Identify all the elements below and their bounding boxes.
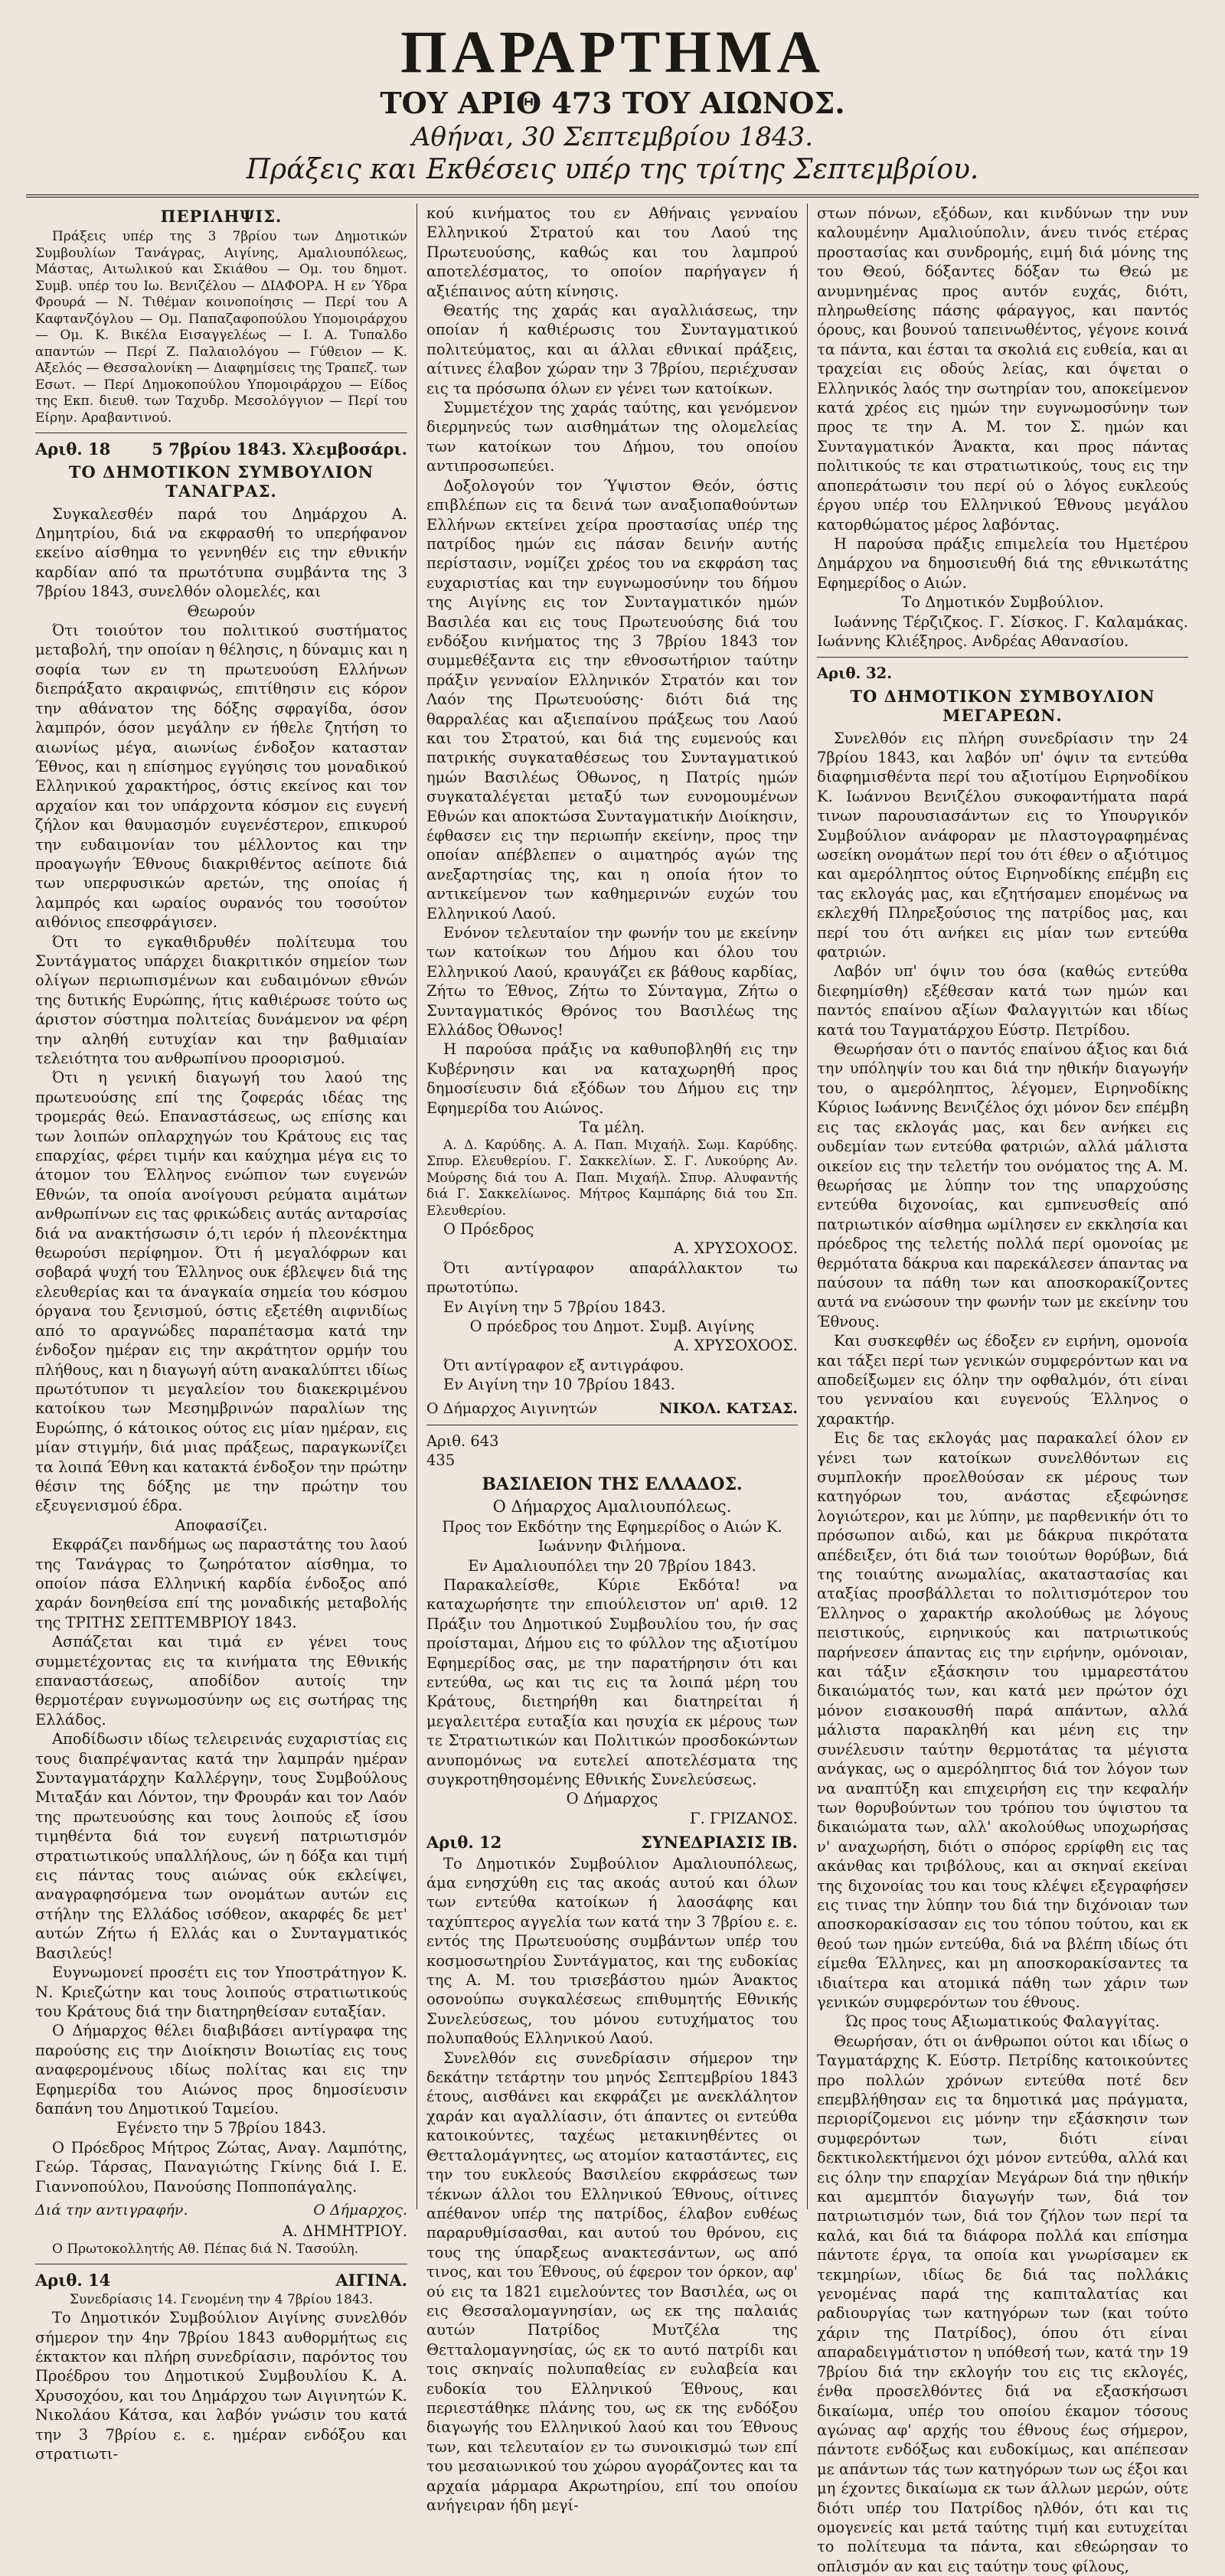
article-meta <box>426 1833 798 1852</box>
signature-title: Ο Πρόεδρος <box>443 1220 534 1238</box>
article-date: 5 7βρίου 1843. Χλεμβοσάρι. <box>152 439 407 459</box>
paragraph: Ασπάζεται και τιμά εν γένει τους συμμετέχοντας εις τα κινήματα της Εθνικής επαναστάσεως, αποδίδον αυτοίς την θερμοτέραν ευγνωμοσύνην ως εις σωτήρας της Ελλάδος. <box>35 1633 407 1729</box>
paragraph: Συνελθόν εις πλήρη συνεδρίασιν την 24 7βρίου 1843, και λαβόν υπ' όψιν τα εντεύθα διαφημισθέντα περί του αξιοτίμου Ειρηνοδίκου Κ. Ιωάννου Βενιζέλου συκοφαντήματα παρά τινων παρουσιασάντων εις το Υπουργικόν Συμβούλιον ανάφοραν με πλαστογραφημένας ωσείκη ονομάτων περί του ότι έθεν ο αξιότιμος και αμερόληπτος ούτος Ειρηνοδίκης επέμβη εις τας εκλογάς μας, και εζητήσαμεν επομένως να εκλεχθή Πληρεξούσιος της πατρίδος μας, και περί του ότι ανήκει εις μίαν των εντεύθα φατριών. <box>817 729 1188 962</box>
paragraph: Θεωρήσαν ότι ο παντός επαίνου άξιος και διά την υπόληψίν του και διά την ηθικήν διαγωγήν του, ο αμερόληπτος, λέγομεν, Ειρηνοδίκης Κύριος Ιωάννης Βενιζέλος όχι μόνον δεν επέμβη εις τας εκλογάς μας, και δεν ανήκει εις ουδεμίαν των εντεύθα φατριών, αλλά μάλιστα οικείον εις την τελετήν του ονόματος της Α. Μ. θεωρήσας με λύπην τον της υπαρχούσης εντεύθα διχονοίας, και εμπνευσθείς από πατριωτικόν αίσθημα ωμίλησεν εν εκκλησία και πρόεδρος της τελετής πολλά περί ομονοίας με θερμότατα δάκρυα και παρεκάλεσεν άπαντας να παύσουν τα πάθη των και αποσκορακίζοντες αυτά να ενώσουν την φωνήν των με εκείνην του Έθνους. <box>817 1040 1188 1330</box>
mayor-heading: Ο Δήμαρχος Αμαλιουπόλεως. <box>492 1497 732 1517</box>
paragraph: Θεωρήσαν, ότι οι άνθρωποι ούτοι και ιδίως ο Ταγματάρχης Κ. Εύστρ. Πετρίδης κατοικούντες προ πολλών χρόνων εντεύθα ποτέ δεν επεμβλήθησαν εις τα δημοτικά μας πράγματα, περιορίζομενοι εις μόνην την εξάσκησιν των συμφερόντων των, διότι είναι δεκτικολεκτήμενοι όχι μόνον εντεύθα, αλλά και εις όλην την επαρχίαν Μεγάρων διά την ηθικήν και αμεμπτόν διαγωγήν των, διά τον πατριωτισμόν των, διά τον ζήλον των περί τα καλά, και διά τα διάφορα πολλά και επίσημα πάντοτε έργα, τα οποία και γνωρίσαμεν εκ τεκμηρίων, ιδίως δε διά τας πολλάκις γενομένας παρά της καπιταλατίας και ραδιουργίας των κατηγόρων των (και τούτο χάριν της Πατρίδος), όπου ότι είναι απαραδειγμάτιστον η υπόθεσή των, κατά την 19 7βρίου διά την εκλογήν του εις τις εκλογές, ένθα προσελθόντες διά να εξασκήσωσι δικαίωμα, υπέρ του οποίου έκαμον τόσους αγώνας αφ' αρχής του έθνους έως σήμερον, πάντοτε ενδόξως και ευδοκίμως, και απέπεσαν με απάντων τάς των κατηγόρων των ως έξοι και μη έχοντες δικαίωμα εκ των άλλων μερών, ούτε διότι υπέρ του Πατρίδος ηλθόν, ότι και τις ομογενείς και μετά ταύτης τιμή και ευτυχείται το πολίτευμα τα πάντα, και εθεώρησαν το οπλισμόν αν και εις ταύτην τους φίλους, <box>817 2032 1188 2575</box>
divider <box>817 657 1188 658</box>
paragraph: Εις δε τας εκλογάς μας παρακαλεί όλον εν γένει των κατοίκων συνελθόντων εις συμπλοκήν προελθούσαν εκ μέρους των κατηγόρων του, ανάστας εξεφώνησε λογιώτερον, και με λύπην, με παρθενικήν ότι το πρόσωπον αιδώ, και με δάκρυα πικρότατα απέδειξεν, ότι διά των τοιούτων θορύβων, διά της τοιαύτης ανωμαλίας, ακαταστασίας και αταξίας προσβάλλεται το πολιτισμότερον του Έλληνος ο χαρακτήρ ακολούθως με λόγους πειστικούς, ειρηνικούς και πατριωτικούς παρήνεσεν άπαντας εις την ειρήνην, ομόνοιαν, και τάξιν εξάσκησιν του ιμμαρεστάτου δικαιώματός των, και κατά μεν πρώτον όχι μόνον εισακουσθή παρά απάντων, αλλά μάλιστα παρακληθή και μένη εις την συνέλευσιν ταύτην θερμοτάτας τα μέγιστα ανάγκας, ως ο αμερόληπτος διά τον λόγον των να αναπτύξη και επιχειρήση εις την κεφαλήν των θορυβούντων του τρόπου του ύψιστου τα δικαιώματα των, αλλ' ακολούθως υποχωρήσας ν' αναχωρήση, διότι ο σπόρος ερρίφθη εις τας ακάνθας και τριβόλους, και αι σκηναί εκείναι της διχονοίας του και τους κλέψει εξεγραφήσεν εις τινας την λύπην του διά την διχόνοιαν των αποσκορακίσασαν εις του τόπου τούτου, και εκ θεού των ημών εντεύθα, διά να βλέπη ιδίως ότι είμεθα Έλληνες, και μη αποσκορακίσαντες τα ιδιαίτερα και ατομικά πάθη των χάριν των γενικών συμφερόντων του έθνους. <box>817 1429 1188 2011</box>
columns <box>26 204 1199 2575</box>
mayor-title: Ο Δήμαρχος Αιγινητών <box>426 1399 598 1417</box>
article-number: Αριθ. 643 <box>426 1432 499 1451</box>
paragraph: Λαβόν υπ' όψιν του όσα (καθώς εντεύθα διεφημίσθη) εξέθεσαν κατά των ημών και παντός επαίνου αξίων Φαλαγγιτών και ιδίως κατά του Ταγματάρχου Εύστρ. Πετρίδου. <box>817 962 1188 1039</box>
column-2 <box>416 204 807 2514</box>
article-number: Αριθ. 12 <box>426 1833 502 1853</box>
signature-title: Ο πρόεδρος του Δημοτ. Συμβ. Αιγίνης <box>469 1317 755 1336</box>
column-3 <box>807 204 1197 2575</box>
subheading: Τα μέλη. <box>579 1118 645 1137</box>
addressee: Προς τον Εκδότην της Εφημερίδος ο Αιών Κ. Ιωάννην Φιλήμονα. <box>442 1517 782 1556</box>
date-line: Εγένετο την 5 7βρίου 1843. <box>116 2119 327 2137</box>
masthead <box>26 20 1199 187</box>
copy-note: Διά την αντιγραφήν. <box>35 2201 188 2218</box>
signature: Α. ΧΡΥΣΟΧΟΟΣ. <box>674 1239 798 1258</box>
column-1 <box>26 204 416 2463</box>
masthead-rule <box>26 194 1199 198</box>
paragraph: Το Δημοτικόν Συμβούλιον Αιγίνης συνελθόν σήμερον την 4ην 7βρίου 1843 αυθορμήτως εις έκτακτον και πλήρη συνεδρίασιν, παρόντος του Προέδρου του Δημοτικού Συμβουλίου Κ. Α. Χρυσοχόου, και του Δημάρχου των Αιγινητών Κ. Νικολάου Κάτσα, και λαβόν γνώσιν του κατά την 3 7βρίου ε. ε. ημέραν ενδόξου και στρατιωτι- <box>35 2309 407 2463</box>
paragraph: κού κινήματος του εν Αθήναις γενναίου Ελληνικού Στρατού και του Λαού της Πρωτευούσης, καθώς και του λαμπρού αποτελέσματος, το οποίον παρήγαγεν ή αξιέπαινος αύτη κίνησις. <box>426 204 798 300</box>
signature-line <box>426 1399 798 1419</box>
signatories: Α. Δ. Καρύδης. Α. Α. Παπ. Μιχαήλ. Σωμ. Καρύδης. Σπυρ. Ελευθερίου. Γ. Σακκελίων. Σ. Γ. Λυκούρης Αν. Μούρσης διά του Α. Παπ. Μιχαήλ. Σπυρ. Αλυφαντής διά Γ. Σακκελίωνος. Μήτρος Καμπάρης διά του Σπ. Ελευθερίου. <box>426 1137 798 1219</box>
signature: Α. ΔΗΜΗΤΡΙΟΥ. <box>282 2222 407 2241</box>
article-meta <box>35 439 407 459</box>
mayor-title: Ο Δήμαρχος. <box>313 2201 407 2218</box>
paragraph: Θεατής της χαράς και αγαλλιάσεως, την οποίαν ή καθιέρωσις του Συνταγματικού πολιτεύματος, και αι άλλαι εθνικαί πράξεις, αίτινες έλαβον χώραν την 3 7βρίου, περιέχυσαν εις τα πρόσωπα όλων εν γένει των κατοίκων. <box>426 302 798 397</box>
subheading: Αποφασίζει. <box>175 1516 268 1534</box>
session-line: Συνεδρίασις 14. Γενομένη την 4 7βρίου 1843. <box>70 2291 373 2307</box>
subheading: Ώς προς τους Αξιωματικούς Φαλαγγίτας. <box>845 2013 1160 2031</box>
article-number: Αριθ. 32. <box>817 664 893 683</box>
article-meta <box>35 2271 407 2290</box>
summary-text: Πράξεις υπέρ της 3 7βρίου των Δημοτικών Συμβουλίων Τανάγρας, Αιγίνης, Αμαλιουπόλεως, Μάστας, Αιτωλικού και Σκιάθου — Ομ. του δημοτ. Συμβ. υπέρ του Ιω. Βενιζέλου — ΔΙΑΦΟΡΑ. Η εν Ύδρα Φρουρά — Ν. Τιθέμαν κοινοποίησις — Περί του Α Καφτανζόγλου — Ομ. Παπαζαφοπούλου Υπομοιράρχου — Ομ. Κ. Βικέλα Εισαγγελέως — Ι. Α. Τυπαλδο απαντών — Περί Ζ. Παλαιολόγου — Γύθειον — Κ. Αξελός — Θεσσαλονίκη — Διαφημίσεις της Τραπεζ. των Εσωτ. — Περί Δημοκοπούλου Υπομοιράρχου — Είδος της Εκπ. διευθ. των Ταχυδρ. Μεσολόγγιον — Περί του Είρην. Αραβαντινού. <box>35 229 408 426</box>
date-line: Εν Αιγίνη την 10 7βρίου 1843. <box>443 1376 675 1394</box>
paragraph: Ότι η γενική διαγωγή του λαού της πρωτευούσης επί της ζοφεράς ιδέας της τρομεράς θεώ. Επαναστάσεως, ως επίσης και των λοιπών οπλαρχηγών του Κράτους εις τας επαρχίας, φέρει τιμήν και καύχημα μέγα εις το άτομον του Έλληνος ενώπιον των ευγενών Εθνών, τα οποία ανοίγουσι ρεύματα αιμάτων ανθρωπίνων εις τας φρικώδεις αυτάς ανταρσίας διά να ανακτήσωσιν ό,τι ιερόν ή πλεονέκτημα θεωρούσι περίφημον. Ότι ή μεγαλόφρων και σοβαρά ψυχή του Έλληνος ουκ έβλεψεν διά της ελευθερίας και τα άναγκαία σημεία του κόσμου όργανα του ξενισμού, όστις εξετέθη αιφνιδίως από το αραγνώδες παραπέτασμα κατά την ένδοξον ημέραν εις την ακράτητον ορμήν του πλήθους, και η διαγωγή αύτη ανακαλύπτει ιδίως πρωτότυπον τι μεγαλείον του διακεκριμένου κατοίκου των Μεσημβρινών παραλίων της Ευρώπης, ό κάτοικος ούτος εις μίαν ημέραν, εις μίαν στιγμήν, διά μιας πράξεως, παραγκωνίζει τα λοιπά Έθνη και κατακτά ένδοξον την πρώτην θέσιν της δόξης με την πρώτην του εξευγενισμού έδρα. <box>35 1069 407 1515</box>
paragraph: Συμμετέχον της χαράς ταύτης, και γενόμενον διερμηνεύς των αισθημάτων της ολομελείας των κατοίκων του Δήμου, του οποίου αντιπροσωπεύει. <box>426 399 798 475</box>
reference-number: 435 <box>426 1451 456 1470</box>
copy-note: Ότι αντίγραφον απαράλλακτον τω πρωτοτύπω. <box>426 1259 798 1297</box>
article-heading: ΒΑΣΙΛΕΙΟΝ ΤΗΣ ΕΛΛΑΔΟΣ. <box>482 1474 743 1494</box>
article-heading: ΤΟ ΔΗΜΟΤΙΚΟΝ ΣΥΜΒΟΥΛΙΟΝ ΤΑΝΑΓΡΑΣ. <box>68 462 374 501</box>
signature-title: Ο Δήμαρχος <box>566 1790 658 1808</box>
copy-note: Ότι αντίγραφον εξ αντιγράφου. <box>443 1356 684 1374</box>
date-line: Εν Αιγίνη την 5 7βρίου 1843. <box>443 1298 666 1316</box>
signature: ΝΙΚΟΛ. ΚΑΤΣΑΣ. <box>659 1399 798 1417</box>
paragraph: Η παρούσα πράξις επιμελεία του Ημετέρου Δημάρχου να δημοσιευθή διά της εθνικωτάτης Εφημερίδος ο Αιών. <box>817 534 1188 592</box>
signature-line <box>35 2201 407 2220</box>
date-line: Εν Αμαλιουπόλει την 20 7βρίου 1843. <box>468 1556 756 1575</box>
registrar-line: Ο Πρωτοκολλητής Αθ. Πέπας διά Ν. Τασούλη. <box>52 2241 359 2257</box>
subtitle-line: Πράξεις και Εκθέσεις υπέρ της τρίτης Σεπτεμβρίου. <box>246 154 979 185</box>
paragraph: Η παρούσα πράξις να καθυποβληθή εις την Κυβέρνησιν και να καταχωρηθή προς δημοσίευσιν διά εξόδων του Δήμου εις την Εφημερίδα του Αιώνος. <box>426 1040 798 1117</box>
signature: Α. ΧΡΥΣΟΧΟΟΣ. <box>674 1337 798 1355</box>
paragraph: στων πόνων, εξόδων, και κινδύνων την νυν καλουμένην Αμαλιούπολιν, άνευ τινός ετέρας προστασίας και συνδρομής, ειμή διά μόνης της του Θεού, δόξαντες δόξαν τω Θεώ με ανυμνημένας προς αυτόν ευχάς, διότι, πληρωθείσης πάσης φάραγγος, και παντός όρους, και βουνού ταπεινωθέντος, γέγονε κοινά τα πάντα, και έσται τα σκολιά εις ευθεία, και αι τραχείαι εις οδούς λείας, και όψεται ο Ελληνικός λαός την σωτηρίαν του, αποκείμενον κατά χρέος εις ημών την ευγνωμοσύνην των προς τε την Α. Μ. τον Σ. ημών και Συνταγματικόν Άνακτα, και προς πάντας πολιτικούς τε και στρατιωτικούς, τους εις την αποπεράτωσιν του περί ού ο λόγος ευκλεούς έργου υπέρ του Ελληνικού Έθνους μεγάλου κατορθώματος μέρος λαβόντας. <box>817 204 1188 534</box>
paragraph: Παρακαλείσθε, Κύριε Εκδότα! να καταχωρήσητε την επιούλειστον υπ' αριθ. 12 Πράξιν του Δημοτικού Συμβουλίου του, ήν σας προίσταμαι, Δήμου εις το φύλλον της αξιοτίμου Εφημερίδος σας, με την παρατήρησιν ότι και εντεύθα, ως και τις εις τα λοιπά μέρη του Κράτους, διετηρήθη και διατηρείται ή μεγαλειτέρα ευταξία και ησυχία εκ μέρους των τε Στρατιωτικών και Πολιτικών προσδοκώντων ανυπομόνως να ευτελεί αποτελέσματα της συγκροτηθησομένης Εθνικής Συνελεύσεως. <box>426 1575 798 1788</box>
article-place: ΑΙΓΙΝΑ. <box>335 2271 407 2290</box>
paragraph: Ο Δήμαρχος θέλει διαβιβάσει αντίγραφα της παρούσης εις την Διοίκησιν Βοιωτίας εις τους αναφερομένους ιδίως πολίτας και εις την Εφημερίδα του Αιώνος προς δημοσίευσιν δαπάνη του Δημοτικού Ταμείου. <box>35 2022 407 2117</box>
article-number: Αριθ. 14 <box>35 2271 111 2290</box>
date-line: Αθήναι, 30 Σεπτεμβρίου 1843. <box>411 122 814 152</box>
issue-line: ΤΟΥ ΑΡΙΘ 473 ΤΟΥ ΑΙΩΝΟΣ. <box>380 86 845 120</box>
paragraph: Δοξολογούν τον Ύψιστον Θεόν, όστις επιβλέπων εις τα δεινά των αναξιοπαθούντων Ελλήνων εκτείνει χείρα προστασίας υπέρ της πατρίδος ημών εις πάσαν δεινήν αυτής περίστασιν, νομίζει χρέος του να εκφράση τας ευχαριστίας και την ευγνωμοσύνην του δήμου της Αιγίνης εις τον Συνταγματικόν ημών Βασιλέα και εις τους Πρωτευούσης διά του ενδόξου κινήματος της 3 7βρίου 1843 τον συμμεθέξαντα εις την εθνοσωτήριον ταύτην πράξιν γενναίον Ελληνικόν Στρατόν και τον Λαόν της Πρωτευούσης· διότι διά της θαρραλέας και αξιεπαίνου πράξεως του Λαού και του Στρατού, και διά της ευμενούς και πατρικής συγκαταθέσεως του Συνταγματικού ημών Βασιλέως Όθωνος, η Πατρίς ημών συγκαταλέγεται μεταξύ των ευνομουμένων Εθνών και αποκτώσα Συνταγματικήν Διοίκησιν, έφθασεν εις την περιωπήν εκείνην, προς την οποίαν απέβλεπεν ο αιματηρός αγών της ανεξαρτησίας της, και η οποία ήτον το αντικείμενον των καθημερινών ευχών του Ελληνικού Λαού. <box>426 476 798 922</box>
article-number: Αριθ. 18 <box>35 439 111 459</box>
signature: Γ. ΓΡΙΖΑΝΟΣ. <box>690 1809 798 1827</box>
paragraph: Το Δημοτικόν Συμβούλιον Αμαλιουπόλεως, άμα ενησχύθη εις τας ακοάς αυτού και όλων των εντεύθα κατοίκων ή λαοσάφης και ταχύπτερος αγγελία των κατά την 3 7βρίου ε. ε. εντός της Πρωτευούσης συμβάντων υπέρ του κοσμοσωτηρίου Συντάγματος, και της ευδοκίας της Α. Μ. του τρισεβάστου ημών Άνακτος οσονούπω συγκαλέσεως επιθυμητής Εθνικής Συνελεύσεως, του μόνου ευτυχήματος του πολυπαθούς Ελληνικού Λαού. <box>426 1854 798 2048</box>
paragraph: Ενόνον τελευταίον την φωνήν του με εκείνην των κατοίκων του Δήμου και όλου του Ελληνικού Λαού, κραυγάζει εκ βάθους καρδίας, Ζήτω το Έθνος, Ζήτω το Σύνταγμα, Ζήτω ο Συνταγματικός Θρόνος του Βασιλέως της Ελλάδος Όθωνος! <box>426 924 798 1040</box>
signatories: Ιωάννης Τέρζιζκος. Γ. Σίσκος. Γ. Καλαμάκας. Ιωάννης Κλιέξηρος. Ανδρέας Αθανασίου. <box>817 612 1188 650</box>
paragraph: Συνελθόν εις συνεδρίασιν σήμερον την δεκάτην τετάρτην του μηνός Σεπτεμβρίου 1843 έτους, αισθάνει και εκφράζει με ανεκλάλητον χαράν και αγαλλίασιν, ότι άπαντες οι εντεύθα κατοικούντες, ταχέως μετακινηθέντες οι Θετταλομάγνητες, ως ατομίον καταστάντες, εις την του ευκλεούς Βασιλείου εκφράσεως των τέκνων άλλοι του Ελληνικού Έθνους, οίτινες απέθανον υπέρ της πατρίδος, έλαβον ευθέως παραρυθμίσασθαι, και αυτού του θρόνου, εις τους της ύπαρξεως ανακτεσάντων, ως από τινος, και του Έθνους, ού έφερον τον όρκον, αφ' ού εις τα 1821 ειμελούντες τον Βασιλέα, ως οι εις Θεσσαλομαγνησίαν, ως εκ της παλαιάς αυτών Πατρίδος Μυτζέλα της Θετταλομαγνησίας, ώς εκ το αυτό πατρίδι και τοις σκηναίς πολυπαθείας εν ευλαβεία και ευδοκία του Ελληνικού Έθνους, και περιεστάθηκε πλάνης του, ως εκ της ενδόξου διαγωγής του Ελληνικού λαού και του Έθνους των, και τελευταίον εν τω συνοικισμώ των επί του μεσαιωνικού του χώρου αγοράζοντες και τα αρχαία μάρμαρα Ακρωτηρίου, επί του οποίου ανήγειραν ήδη μεγί- <box>426 2049 798 2514</box>
paragraph: Αποδίδωσιν ιδίως τελειρεινάς ευχαριστίας εις τους διαπρέψαντας κατά την λαμπράν ημέραν Συνταγματάρχην Καλλέργην, τους Συμβούλους Μιταξάν και Λόντον, την Φρουράν και τον Λαόν της πρωτευούσης και τους λοιπούς εξ ίσου τιμηθέντα διά τον ευγενή πατριωτισμόν στρατιωτικούς υπαλλήλους, ών η δόξα και τιμή εις πάντας τους αιώνας ούκ εκλείψει, αναγραφησόμενα των ονομάτων αυτών εις στήλην της Ελλάδος ισόθεον, ακαρφές δε μετ' αυτών Ζήτω ή Ελλάς και ο Συνταγματικός Βασιλεύς! <box>35 1730 407 1962</box>
summary-title: ΠΕΡΙΛΗΨΙΣ. <box>160 207 283 226</box>
session-title: ΣΥΝΕΔΡΙΑΣΙΣ ΙΒ. <box>641 1833 798 1853</box>
signature-title: Το Δημοτικόν Συμβούλιον. <box>901 593 1104 612</box>
signatories: Ο Πρόεδρος Μήτρος Ζώτας, Αναγ. Λαμπότης, Γεώρ. Τάρσας, Παναγιώτης Γκίνης διά Ι. Ε. Γιαννοπούλου, Πανούσης Ποπποπάγαλης. <box>35 2138 407 2196</box>
newspaper-title: ΠΑΡΑΡΤΗΜΑ <box>400 18 825 85</box>
paragraph: Και συσκεφθέν ως έδοξεν εν ειρήνη, ομονοία και τάξει περί των γενικών συμφερόντων και να αποδείξωμεν εις όλην την οφθαλμόν, ότι είναι του γενναίου και ευγενούς Έλληνος ο χαρακτήρ. <box>817 1332 1188 1428</box>
paragraph: Συγκαλεσθέν παρά του Δημάρχου Α. Δημητρίου, διά να εκφρασθή το υπερήφανον εκείνο αίσθημα το γεννηθέν εις την εθνικήν καρδίαν από τα πρωτότυπα συμβάντα της 3 7βρίου 1843, συνελθόν ολομελές, και <box>35 504 407 601</box>
subheading: Θεωρούν <box>187 602 256 620</box>
paragraph: Εκφράζει πανδήμως ως παραστάτης του λαού της Τανάγρας το ζωηρότατον αίσθημα, το οποίον πάσα Ελληνική καρδία ένδοξος από χαράν δονηθείσα επί της μοναδικής μεταβολής της ΤΡΙΤΗΣ ΣΕΠΤΕΜΒΡΙΟΥ 1843. <box>35 1536 407 1631</box>
paragraph: Ότι τοιούτον του πολιτικού συστήματος μεταβολή, την οποίαν η θέλησις, η δύναμις και η σοφία των εν τη πρωτευούση Ελλήνων διεπράξατο ακραιφνώς, επιτίθησιν εις κόρον την αθάνατον της δόξης σφραγίδα, όσον λαμπρόν, όσον μεγάλην εν ήθελε ζητήση το αιωνίως μέγα, αιωνίως ένδοξον κατασταν Έθνος, και η επίσημος εγγύησις του μοναδικού Ελληνικού χαρακτήρος, όστις εκείνος και τον αρχαίον και τον υπάρχοντα κόσμον εις ευγενή ζήλον και θαυμασμόν ευγενέστερον, επικυρού την ευδαιμονίαν του μέλλοντος και την προαγωγήν Έθνους διακριθέντος αείποτε διά των υπερφυσικών αρετών, της οποίας ή λαμπρός και ωραίος ουρανός του τοσούτον αιθόνιος επεσφράγισεν. <box>35 622 407 932</box>
paragraph: Ευγνωμονεί προσέτι εις τον Υποστράτηγον Κ. Ν. Κριεζώτην και τους λοιπούς στρατιωτικούς του Κράτους διά την διατηρηθείσαν ευταξίαν. <box>35 1964 407 2020</box>
paragraph: Ότι το εγκαθιδρυθέν πολίτευμα του Συντάγματος υπάρχει διακριτικόν σημείον των ολίγων περιωπισμένων και ευδαιμόνων εθνών της δυτικής Ευρώπης, ήτις καθιέρωσε τούτο ως άριστον σύστημα πολιτείας δυνάμενον να φέρη την αληθή ευτυχίαν και την βαθμιαίαν τελειότητα του ανθρωπίνου προορισμού. <box>35 932 407 1067</box>
article-heading: ΤΟ ΔΗΜΟΤΙΚΟΝ ΣΥΜΒΟΥΛΙΟΝ ΜΕΓΑΡΕΩΝ. <box>850 686 1155 726</box>
